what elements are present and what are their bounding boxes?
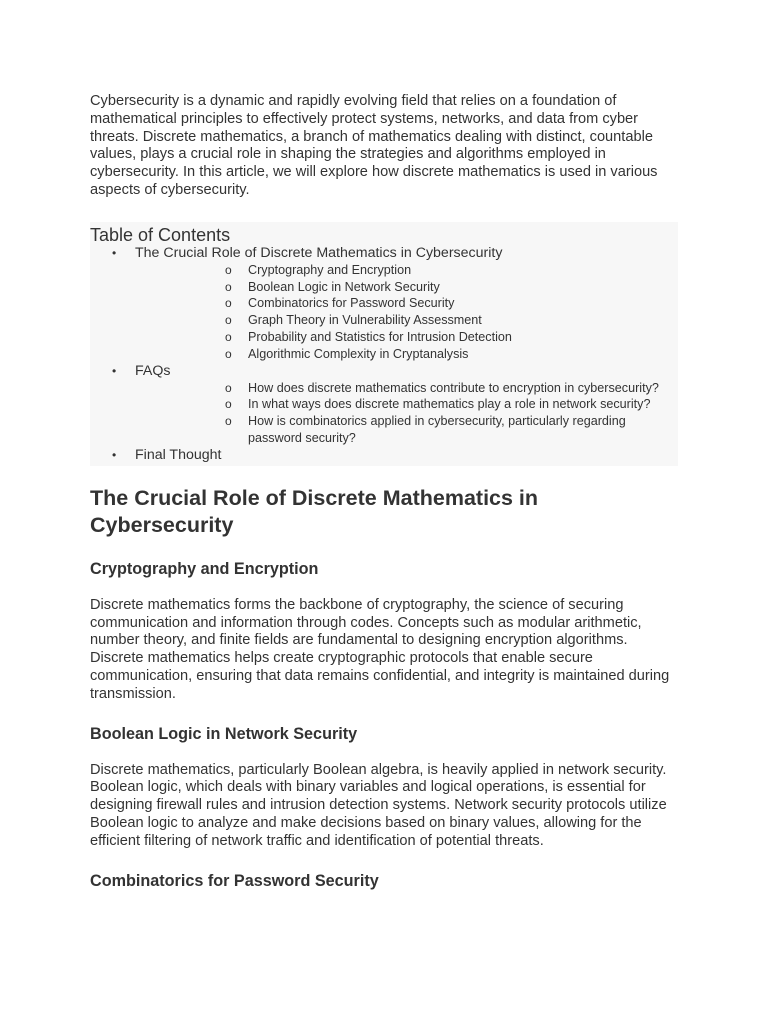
toc-sublist xyxy=(135,380,678,447)
toc-item[interactable] xyxy=(90,447,678,464)
circle-bullet-icon: o xyxy=(225,296,232,311)
toc-subitem-label[interactable]: How is combinatorics applied in cybersecurity, particularly regarding password security? xyxy=(248,414,626,445)
toc-subitem-label[interactable]: Graph Theory in Vulnerability Assessment xyxy=(248,313,482,328)
toc-subitem[interactable] xyxy=(135,279,678,296)
circle-bullet-icon: o xyxy=(225,380,232,395)
toc-subitem[interactable] xyxy=(135,413,678,447)
bullet-icon: • xyxy=(112,245,117,260)
table-of-contents xyxy=(90,222,678,466)
toc-subitem[interactable] xyxy=(135,312,678,329)
toc-subitem-label[interactable]: Combinatorics for Password Security xyxy=(248,296,455,311)
section-body: Discrete mathematics, particularly Boolean algebra, is heavily applied in network security. Boolean logic, which deals with binary variables and logical operations, is essential for designing firewall rules and intrusion detection systems. Network security protocols utilize Boolean logic to analyze and make decisions based on binary values, allowing for the efficient filtering of network traffic and identification of potential threats. xyxy=(90,761,667,849)
toc-subitem-label[interactable]: How does discrete mathematics contribute to encryption in cybersecurity? xyxy=(248,380,659,395)
toc-subitem-label[interactable]: Cryptography and Encryption xyxy=(248,262,412,277)
circle-bullet-icon: o xyxy=(225,414,232,429)
circle-bullet-icon: o xyxy=(225,313,232,328)
toc-item-label[interactable]: Final Thought xyxy=(135,446,222,463)
toc-subitem[interactable] xyxy=(135,396,678,413)
toc-subitem[interactable] xyxy=(135,295,678,312)
section-heading: Boolean Logic in Network Security xyxy=(90,724,358,743)
article-main-heading: The Crucial Role of Discrete Mathematics in Cybersecurity xyxy=(90,485,539,537)
circle-bullet-icon: o xyxy=(225,279,232,294)
circle-bullet-icon: o xyxy=(225,262,232,277)
circle-bullet-icon: o xyxy=(225,329,232,344)
toc-item[interactable] xyxy=(90,245,678,363)
section-heading: Combinatorics for Password Security xyxy=(90,871,379,890)
toc-subitem-label[interactable]: Probability and Statistics for Intrusion Detection xyxy=(248,329,512,344)
toc-subitem-label[interactable]: Boolean Logic in Network Security xyxy=(248,279,440,294)
intro-paragraph: Cybersecurity is a dynamic and rapidly evolving field that relies on a foundation of mathematical principles to effectively protect systems, networks, and data from cyber threats. Discrete mathematics, a branch of mathematics dealing with distinct, countable values, plays a crucial role in shaping the strategies and algorithms employed in cybersecurity. In this article, we will explore how discrete mathematics is used in various aspects of cybersecurity. xyxy=(90,93,658,198)
toc-item-label[interactable]: FAQs xyxy=(135,362,171,379)
circle-bullet-icon: o xyxy=(225,397,232,412)
toc-subitem[interactable] xyxy=(135,329,678,346)
section-body: Discrete mathematics forms the backbone of cryptography, the science of securing communication and information through codes. Concepts such as modular arithmetic, number theory, and finite fields are fundamental to designing encryption algorithms. Discrete mathematics helps create cryptographic protocols that enable secure communication, ensuring that data remains confidential, and integrity is maintained during transmission. xyxy=(90,596,670,702)
bullet-icon: • xyxy=(112,447,117,462)
toc-subitem[interactable] xyxy=(135,380,678,397)
toc-subitem-label[interactable]: In what ways does discrete mathematics play a role in network security? xyxy=(248,397,651,412)
document-page xyxy=(90,93,680,891)
toc-subitem[interactable] xyxy=(135,346,678,363)
toc-list xyxy=(90,245,678,464)
bullet-icon: • xyxy=(112,363,117,378)
toc-title: Table of Contents xyxy=(90,224,231,245)
toc-subitem[interactable] xyxy=(135,262,678,279)
toc-item[interactable] xyxy=(90,363,678,447)
section-heading: Cryptography and Encryption xyxy=(90,559,319,578)
circle-bullet-icon: o xyxy=(225,346,232,361)
toc-item-label[interactable]: The Crucial Role of Discrete Mathematics in Cybersecurity xyxy=(135,244,503,261)
toc-sublist xyxy=(135,262,678,363)
toc-subitem-label[interactable]: Algorithmic Complexity in Cryptanalysis xyxy=(248,346,469,361)
